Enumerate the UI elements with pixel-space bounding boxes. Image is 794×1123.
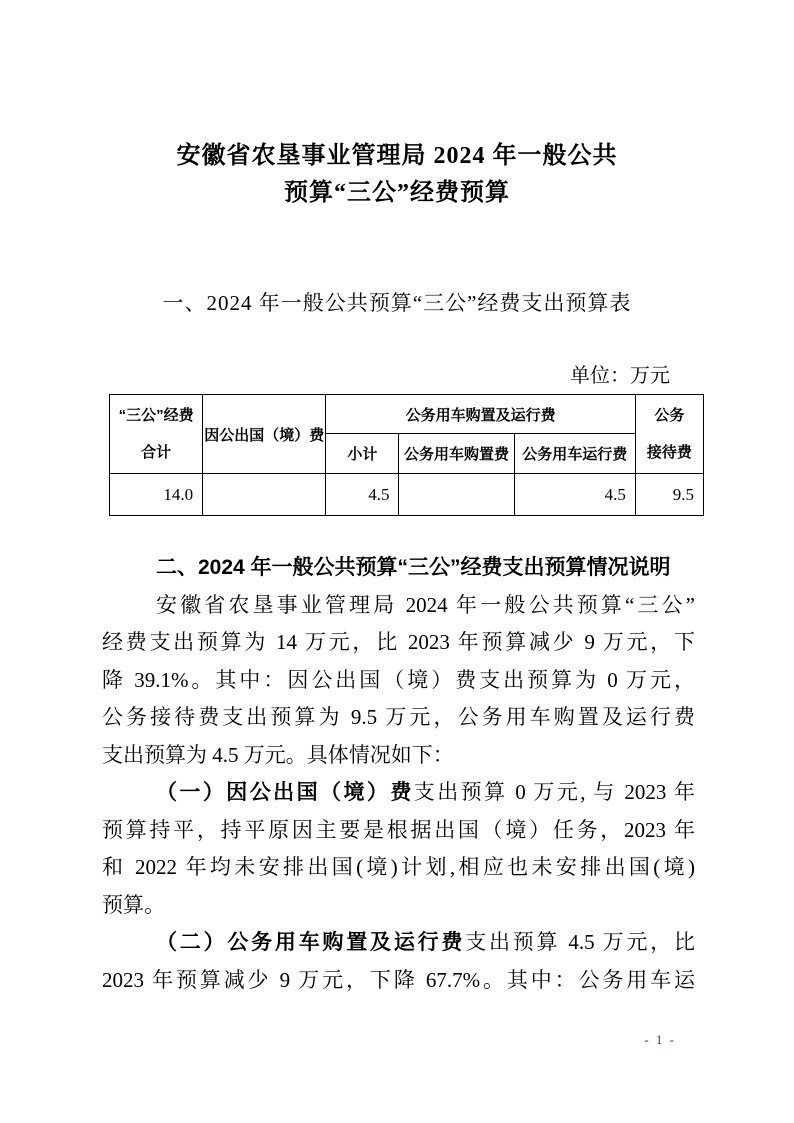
value-vehicle-subtotal: 4.5 [326, 474, 399, 516]
header-reception-line-1: 公务 [654, 407, 685, 424]
body-line-5-text: 支出预算 0 万元, 与 2023 年 [413, 780, 696, 804]
header-vehicle-group: 公务用车购置及运行费 [326, 395, 636, 434]
body-line-4-text: 支出预算为 4.5 万元。具体情况如下： [102, 742, 454, 767]
body-line-9 [102, 924, 695, 962]
body-line-8 [102, 887, 695, 925]
section1-heading: 一、2024 年一般公共预算“三公”经费支出预算表 [162, 291, 632, 315]
section2-heading: 二、2024 年一般公共预算“三公”经费支出预算情况说明 [156, 556, 671, 579]
body-line-9-lead: （二）公务用车购置及运行费 [156, 931, 466, 954]
body-line-5-lead: （一）因公出国（境）费 [156, 781, 414, 804]
body-line-2-text: 降 39.1%。其中：因公出国（境）费支出预算为 0 万元， [102, 667, 695, 692]
unit-label: 单位：万元 [570, 365, 670, 387]
header-vehicle-subtotal: 小计 [326, 434, 399, 474]
body-line-10 [102, 962, 695, 1000]
header-total [110, 395, 203, 474]
body-line-7-text: 和 2022 年均未安排出国(境)计划,相应也未安排出国(境) [102, 855, 695, 879]
body-line-6-text: 预算持平，持平原因主要是根据出国（境）任务，2023 年 [102, 817, 695, 842]
body-line-0 [102, 587, 695, 625]
header-total-line-1: “三公”经费 [118, 407, 194, 424]
document-title [0, 138, 794, 212]
three-public-budget-table [109, 394, 704, 516]
header-vehicle-operation: 公务用车运行费 [514, 434, 635, 474]
body-line-4 [102, 737, 695, 775]
header-reception-line-2: 接待费 [646, 444, 692, 461]
value-total: 14.0 [110, 474, 203, 516]
body-line-1-text: 经费支出预算为 14 万元，比 2023 年预算减少 9 万元，下 [102, 630, 695, 654]
body-line-3 [102, 699, 695, 737]
page-number: - 1 - [644, 1032, 676, 1047]
body-line-3-text: 公务接待费支出预算为 9.5 万元，公务用车购置及运行费 [102, 705, 695, 729]
value-vehicle-operation: 4.5 [514, 474, 635, 516]
body-line-1 [102, 624, 695, 662]
value-reception: 9.5 [635, 474, 703, 516]
body-line-10-text: 2023 年预算减少 9 万元，下降 67.7%。其中：公务用车运 [102, 967, 695, 992]
body-line-5 [102, 774, 695, 812]
header-abroad: 因公出国（境）费 [203, 395, 326, 474]
table-row [110, 474, 704, 516]
header-vehicle-purchase: 公务用车购置费 [399, 434, 514, 474]
value-abroad [203, 474, 326, 516]
value-vehicle-purchase [399, 474, 514, 516]
body-line-6 [102, 812, 695, 850]
body-line-2 [102, 662, 695, 700]
header-total-line-2: 合计 [141, 444, 172, 461]
section2-body [102, 549, 695, 999]
body-line-9-text: 支出预算 4.5 万元，比 [465, 930, 696, 954]
body-line-7 [102, 849, 695, 887]
body-line-0-text: 安徽省农垦事业管理局 2024 年一般公共预算“三公” [156, 592, 695, 617]
title-line-2: 预算“三公”经费预算 [284, 180, 510, 206]
title-line-1: 安徽省农垦事业管理局 2024 年一般公共 [176, 143, 618, 169]
header-reception [635, 395, 703, 474]
body-line-8-text: 预算。 [102, 892, 165, 917]
